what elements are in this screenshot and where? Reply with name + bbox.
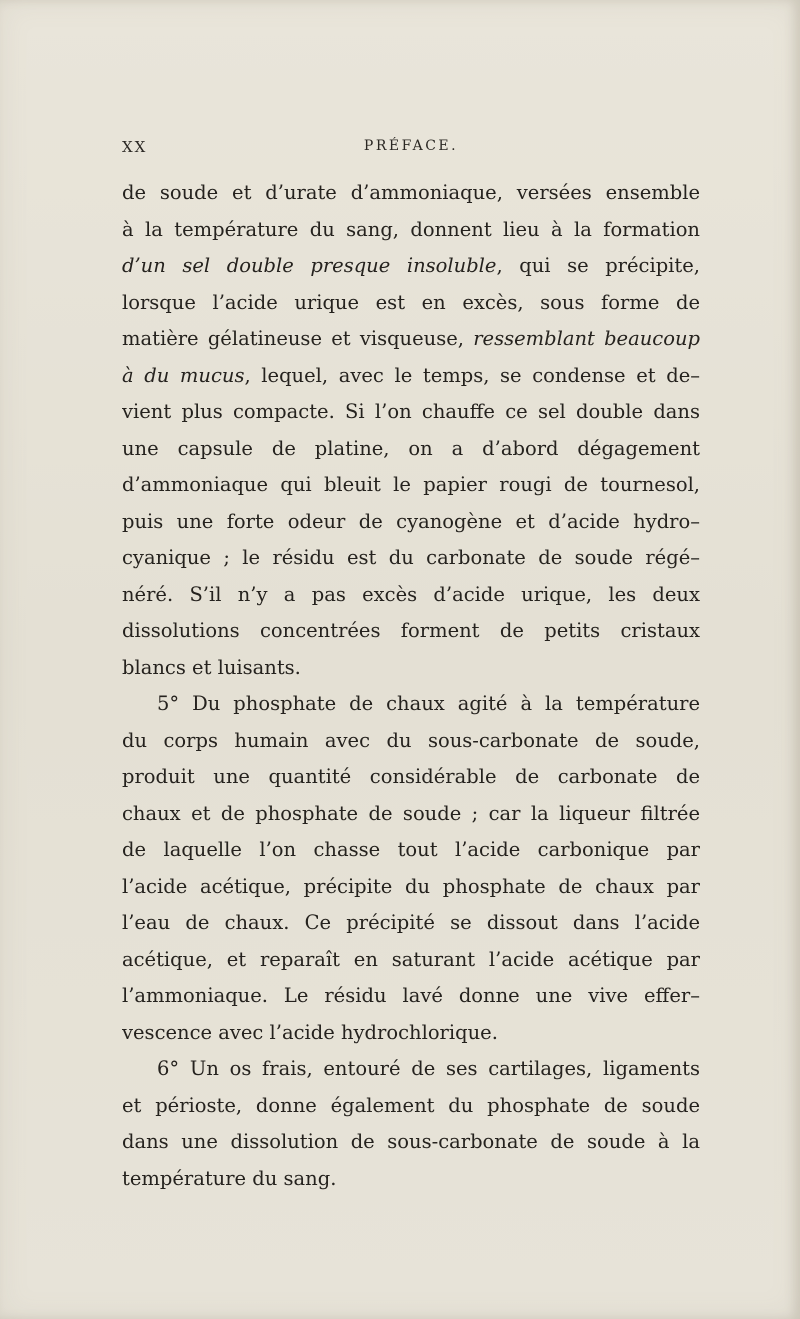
text-line: du corps humain avec du sous-carbonate de soude, bbox=[122, 728, 700, 752]
text-line bbox=[122, 248, 700, 285]
text-line bbox=[122, 358, 700, 395]
body-text bbox=[122, 175, 700, 1197]
text-line: dissolutions concentrées forment de petits cristaux bbox=[122, 619, 700, 642]
text-line: néré. S’il n’y a pas excès d’acide urique, les deux bbox=[122, 582, 700, 606]
page-number: XX bbox=[122, 138, 148, 156]
text-line: une capsule de platine, on a d’abord dégagement bbox=[122, 436, 700, 460]
text-line: à la température du sang, donnent lieu à la formation bbox=[122, 217, 700, 241]
text-line: cyanique ; le résidu est du carbonate de soude régé– bbox=[122, 546, 700, 569]
line-text: , lequel, avec le temps, se condense et de– bbox=[244, 363, 700, 387]
text-line: et périoste, donne également du phosphate de soude bbox=[122, 1093, 700, 1117]
text-line: chaux et de phosphate de soude ; car la liqueur filtrée bbox=[122, 801, 700, 825]
text-line: d’ammoniaque qui bleuit le papier rougi de tournesol, bbox=[122, 473, 700, 496]
text-line: produit une quantité considérable de carbonate de bbox=[122, 765, 700, 788]
line-text: matière gélatineuse et visqueuse, bbox=[122, 327, 474, 350]
text-line: 6° Un os frais, entouré de ses cartilages, ligaments bbox=[157, 1057, 700, 1080]
text-line: l’acide acétique, précipite du phosphate de chaux par bbox=[122, 874, 700, 898]
text-line: lorsque l’acide urique est en excès, sous forme de bbox=[122, 290, 700, 314]
text-line: 5° Du phosphate de chaux agité à la température bbox=[157, 692, 700, 715]
text-line: vient plus compacte. Si l’on chauffe ce sel double dans bbox=[122, 400, 700, 423]
text-line: l’ammoniaque. Le résidu lavé donne une vive effer– bbox=[122, 984, 700, 1007]
line-text: , qui se précipite, bbox=[496, 254, 700, 277]
italic-text: d’un sel double presque insoluble bbox=[122, 254, 497, 277]
text-line: acétique, et reparaît en saturant l’acide acétique par bbox=[122, 947, 700, 971]
text-line bbox=[122, 321, 700, 358]
text-line: blancs et luisants. bbox=[122, 655, 301, 679]
text-line: température du sang. bbox=[122, 1166, 337, 1190]
text-line: vescence avec l’acide hydrochlorique. bbox=[122, 1020, 498, 1044]
italic-text: ressemblant beaucoup bbox=[473, 327, 700, 350]
text-line: l’eau de chaux. Ce précipité se dissout dans l’acide bbox=[122, 911, 700, 934]
italic-text: à du mucus bbox=[122, 363, 245, 387]
text-line: puis une forte odeur de cyanogène et d’acide hydro– bbox=[122, 509, 700, 533]
text-line: de laquelle l’on chasse tout l’acide carbonique par bbox=[122, 838, 700, 861]
text-line: de soude et d’urate d’ammoniaque, versées ensemble bbox=[122, 181, 700, 204]
running-title: PRÉFACE. bbox=[363, 138, 459, 154]
page-header bbox=[122, 138, 700, 160]
text-line: dans une dissolution de sous-carbonate de soude à la bbox=[122, 1130, 700, 1153]
